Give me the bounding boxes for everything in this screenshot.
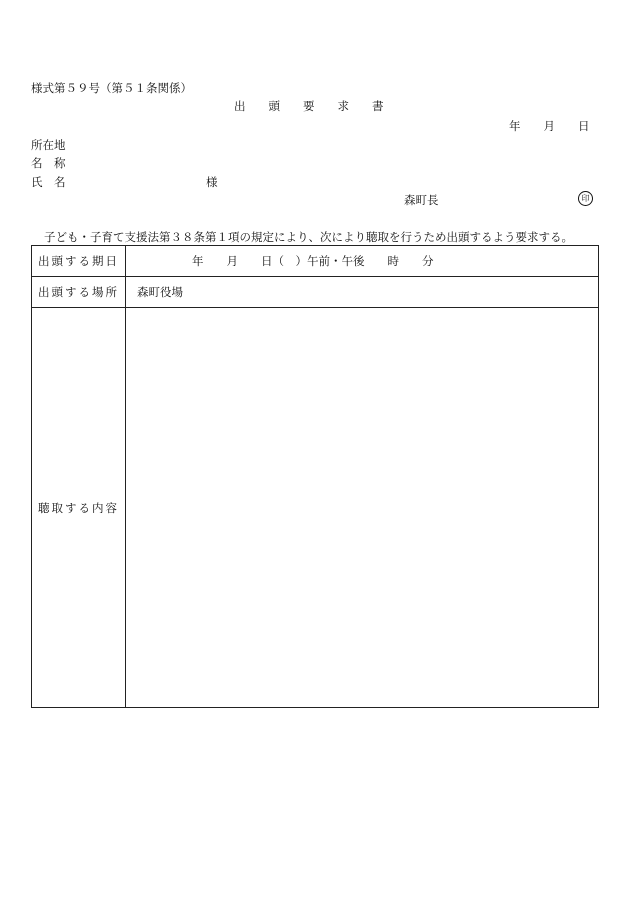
appearance-date-value-cell	[126, 246, 599, 277]
issuer-mayor: 森町長	[404, 193, 439, 207]
hearing-content-value	[126, 308, 599, 708]
company-name-label: 名 称	[31, 156, 66, 170]
appearance-place-value: 森町役場	[126, 277, 599, 308]
honorific-sama: 様	[206, 175, 218, 189]
appearance-date-label: 出頭する期日	[32, 246, 126, 277]
table-row-hearing-content	[32, 308, 599, 708]
appearance-details-table	[31, 245, 599, 708]
appearance-date-value: 年 月 日（ ）午前・午後 時 分	[192, 254, 434, 269]
appearance-place-label: 出頭する場所	[32, 277, 126, 308]
intro-paragraph: 子ども・子育て支援法第３８条第１項の規定により、次により聴取を行うため出頭するよう要求する。	[44, 230, 573, 244]
address-label: 所在地	[31, 138, 66, 152]
issue-date-line: 年 月 日	[509, 119, 590, 133]
seal-icon: 印	[578, 191, 593, 206]
table-row-appearance-date	[32, 246, 599, 277]
form-number: 様式第５９号（第５１条関係）	[31, 81, 192, 95]
person-name-label: 氏 名	[31, 175, 66, 189]
document-title: 出 頭 要 求 書	[234, 99, 384, 113]
hearing-content-label: 聴取する内容	[32, 308, 126, 708]
table-row-appearance-place	[32, 277, 599, 308]
